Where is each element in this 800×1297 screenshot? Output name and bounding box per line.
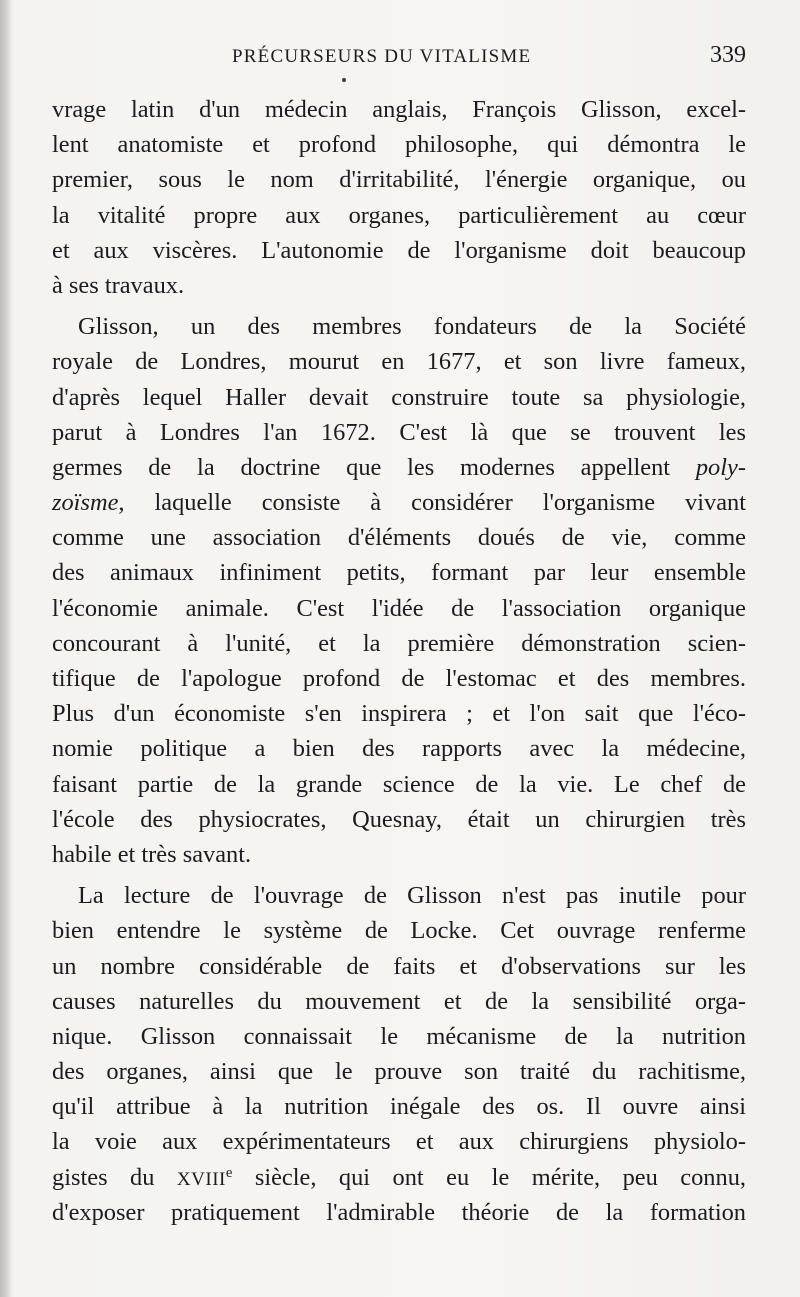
text-line: un nombre considérable de faits et d'observations sur les [52,952,746,980]
paragraph-2 [52,309,746,872]
text-segment: germes de la doctrine que les modernes appellent [52,453,671,481]
text-line: premier, sous le nom d'irritabilité, l'énergie organique, ou [52,166,746,194]
text-line: la voie aux expérimentateurs et aux chirurgiens physiolo- [52,1128,746,1156]
paragraph-3 [52,878,746,1230]
running-header [52,42,746,76]
text-line: des organes, ainsi que le prouve son traité du rachitisme, [52,1058,746,1086]
text-line [52,1160,746,1195]
text-line: des animaux infiniment petits, formant par leur ensemble [52,559,746,587]
text-line: vrage latin d'un médecin anglais, François Glisson, excel- [52,96,746,123]
text-line: habile et très savant. [52,840,252,868]
text-line: faisant partie de la grande science de la vie. Le chef de [52,770,746,798]
header-ornament-dot [342,78,346,82]
text-line: Plus d'un économiste s'en inspirera ; et l'on sait que l'éco- [52,700,746,728]
text-line: Glisson, un des membres fondateurs de la Société [78,313,746,341]
superscript: e [225,1164,233,1181]
text-line: d'après lequel Haller devait construire toute sa physiologie, [52,383,746,411]
body-text [52,92,746,1230]
paragraph-1 [52,92,746,303]
page-number: 339 [710,42,746,68]
text-line: nomie politique a bien des rapports avec la médecine, [52,735,746,763]
text-line: qu'il attribue à la nutrition inégale des os. Il ouvre ainsi [52,1093,746,1121]
text-line: tifique de l'apologue profond de l'estomac et des membres. [52,665,746,692]
text-line [52,450,746,485]
text-line: d'exposer pratiquement l'admirable théorie de la formation [52,1198,746,1226]
text-line: et aux viscères. L'autonomie de l'organisme doit beaucoup [52,236,746,264]
page-gutter-shadow [0,0,12,1297]
italic-term: zoïsme, [52,489,125,517]
text-line: l'école des physiocrates, Quesnay, était un chirurgien très [52,805,746,833]
text-segment: laquelle consiste à considérer l'organisme vivant [124,489,746,517]
running-title: PRÉCURSEURS DU VITALISME [232,46,532,67]
text-line [52,485,746,520]
text-line: à ses travaux. [52,271,185,299]
text-line: l'économie animale. C'est l'idée de l'association organique [52,594,746,622]
text-line: causes naturelles du mouvement et de la sensibilité orga- [52,987,746,1015]
text-line: concourant à l'unité, et la première démonstration scien- [52,629,746,657]
text-line: bien entendre le système de Locke. Cet ouvrage renferme [52,917,746,945]
text-segment: gistes du [52,1163,177,1191]
roman-numeral: XVIII [176,1168,226,1190]
text-segment: siècle, qui ont eu le mérite, peu connu, [232,1163,746,1191]
text-line: royale de Londres, mourut en 1677, et son livre fameux, [52,348,746,376]
text-line: comme une association d'éléments doués de vie, comme [52,524,746,552]
italic-term: poly- [695,453,746,481]
text-line: La lecture de l'ouvrage de Glisson n'est pas inutile pour [78,882,746,910]
text-line: la vitalité propre aux organes, particulièrement au cœur [52,201,746,229]
text-line: nique. Glisson connaissait le mécanisme de la nutrition [52,1022,746,1050]
text-line: lent anatomiste et profond philosophe, qui démontra le [52,131,746,159]
text-line: parut à Londres l'an 1672. C'est là que se trouvent les [52,418,746,446]
